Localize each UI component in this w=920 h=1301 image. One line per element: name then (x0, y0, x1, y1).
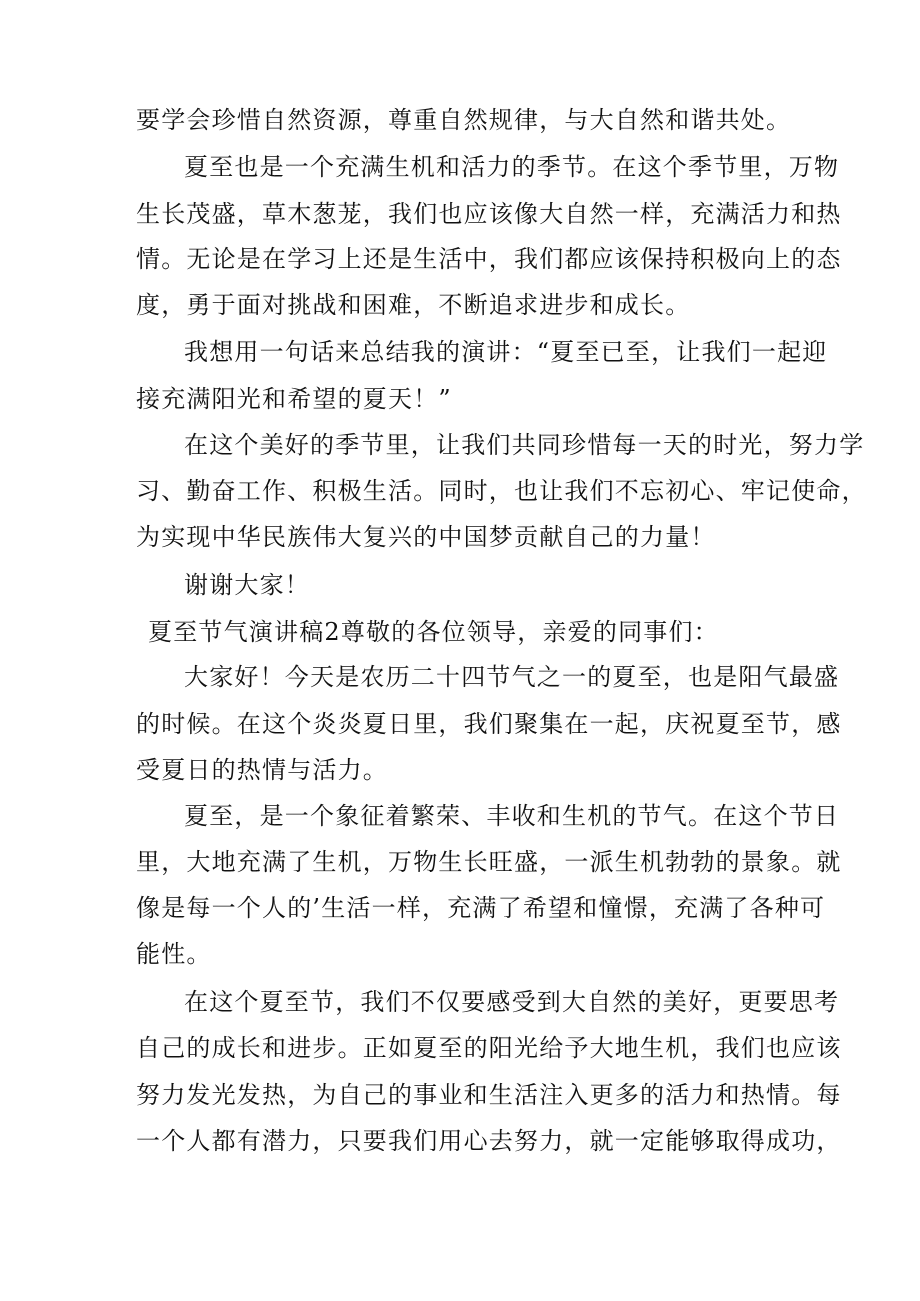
paragraph-line: 在这个夏至节，我们不仅要感受到大自然的美好，更要思考 (184, 988, 840, 1016)
paragraph-line: 为实现中华民族伟大复兴的中国梦贡献自己的力量！ (136, 523, 716, 551)
paragraph-line: 夏至也是一个充满生机和活力的季节。在这个季节里，万物 (184, 153, 840, 181)
paragraph-line: 受夏日的热情与活力。 (136, 756, 388, 784)
paragraph-line: 生长茂盛，草木葱茏，我们也应该像大自然一样，充满活力和热 (136, 200, 842, 228)
paragraph-line: 像是每一个人的’生活一样，充满了希望和憧憬，充满了各种可 (136, 894, 826, 922)
paragraph-line: 自己的成长和进步。正如夏至的阳光给予大地生机，我们也应该 (136, 1034, 842, 1062)
closing-line: 谢谢大家！ (184, 571, 310, 599)
paragraph-line: 一个人都有潜力，只要我们用心去努力，就一定能够取得成功， (136, 1127, 842, 1155)
paragraph-line: 大家好！今天是农历二十四节气之一的夏至，也是阳气最盛 (184, 663, 840, 691)
section-heading: 夏至节气演讲稿2尊敬的各位领导，亲爱的同事们： (148, 618, 719, 646)
paragraph-line: 在这个美好的季节里，让我们共同珍惜每一天的时光，努力学 (184, 431, 865, 459)
paragraph-line: 习、勤奋工作、积极生活。同时，也让我们不忘初心、牢记使命， (136, 477, 867, 505)
paragraph-line: 里，大地充满了生机，万物生长旺盛，一派生机勃勃的景象。就 (136, 848, 842, 876)
paragraph-line: 情。无论是在学习上还是生活中，我们都应该保持积极向上的态 (136, 245, 842, 273)
paragraph-line: 度，勇于面对挑战和困难，不断追求进步和成长。 (136, 291, 691, 319)
paragraph-line: 要学会珍惜自然资源，尊重自然规律，与大自然和谐共处。 (136, 106, 792, 134)
paragraph-line: 努力发光发热，为自己的事业和生活注入更多的活力和热情。每 (136, 1081, 842, 1109)
paragraph-line: 夏至，是一个象征着繁荣、丰收和生机的节气。在这个节日 (184, 802, 840, 830)
paragraph-line: 能性。 (136, 940, 212, 968)
paragraph-line: 接充满阳光和希望的夏天！” (136, 385, 452, 413)
paragraph-line: 的时候。在这个炎炎夏日里，我们聚集在一起，庆祝夏至节，感 (136, 710, 842, 738)
paragraph-line: 我想用一句话来总结我的演讲：“夏至已至，让我们一起迎 (184, 338, 828, 366)
